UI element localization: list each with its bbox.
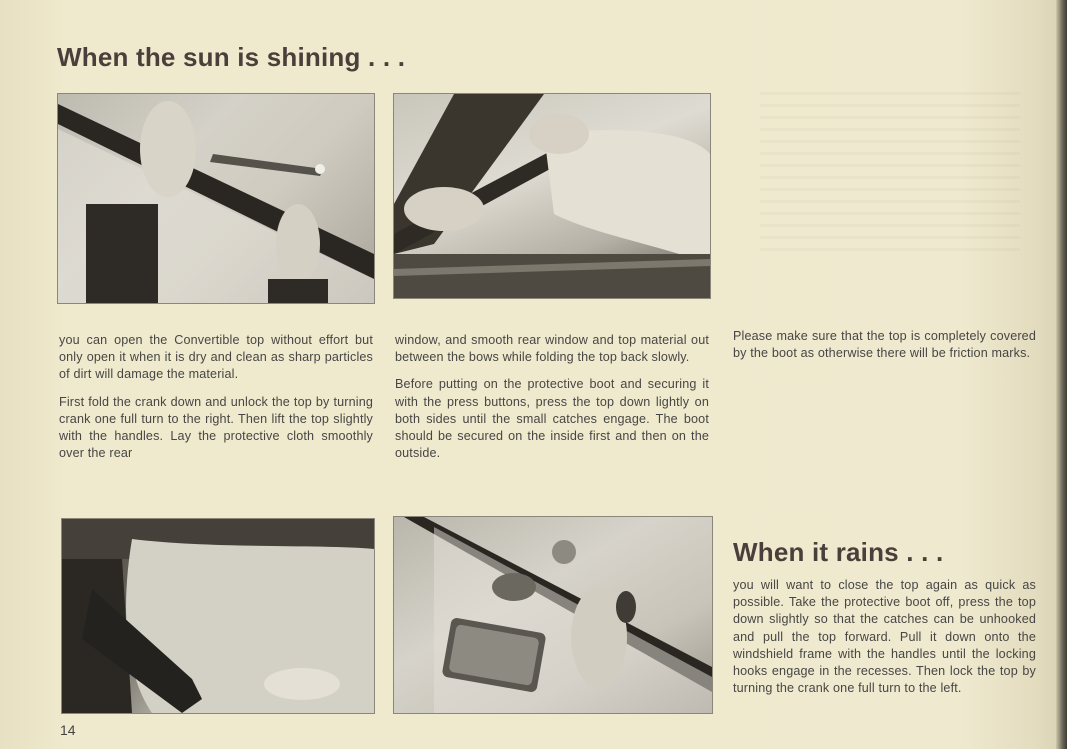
photo-unlock-crank (57, 93, 375, 304)
book-spine-edge (1056, 0, 1067, 749)
photo-lock-crank (393, 516, 713, 714)
text-column-rain (733, 577, 1036, 707)
paragraph: Before putting on the protective boot and securing it with the press buttons, press the top down lightly on both sides until the small catches engage. The boot should be secured on the inside first and then on the outside. (395, 377, 709, 461)
paragraph: you will want to close the top again as quick as possible. Take the protective boot off, press the top down slightly so that the catches can be unhooked and pull the top forward. Pull it down onto the windshield frame with the handles until the locking hooks engage in the recesses. Then lock the top by turning the crank one full turn to the left. (733, 578, 1036, 696)
paragraph: you can open the Convertible top without effort but only open it when it is dry and clean as sharp particles of dirt will damage the material. (59, 333, 373, 382)
text-column-2 (395, 332, 709, 472)
paragraph: Please make sure that the top is completely covered by the boot as otherwise there will be friction marks. (733, 329, 1036, 361)
heading-rain: When it rains . . . (733, 537, 944, 567)
photo-protective-boot (61, 518, 375, 714)
paragraph: window, and smooth rear window and top material out between the bows while folding the top back slowly. (395, 333, 709, 365)
heading-sun: When the sun is shining . . . (57, 42, 406, 72)
photo-fold-top (393, 93, 711, 299)
paragraph: First fold the crank down and unlock the top by turning crank one full turn to the right. Then lift the top slightly with the handles. Lay the protective cloth smoothly over the rear (59, 394, 373, 461)
text-column-1 (59, 332, 373, 472)
text-column-3 (733, 328, 1036, 372)
show-through-text (760, 90, 1020, 260)
page-number: 14 (60, 722, 76, 738)
